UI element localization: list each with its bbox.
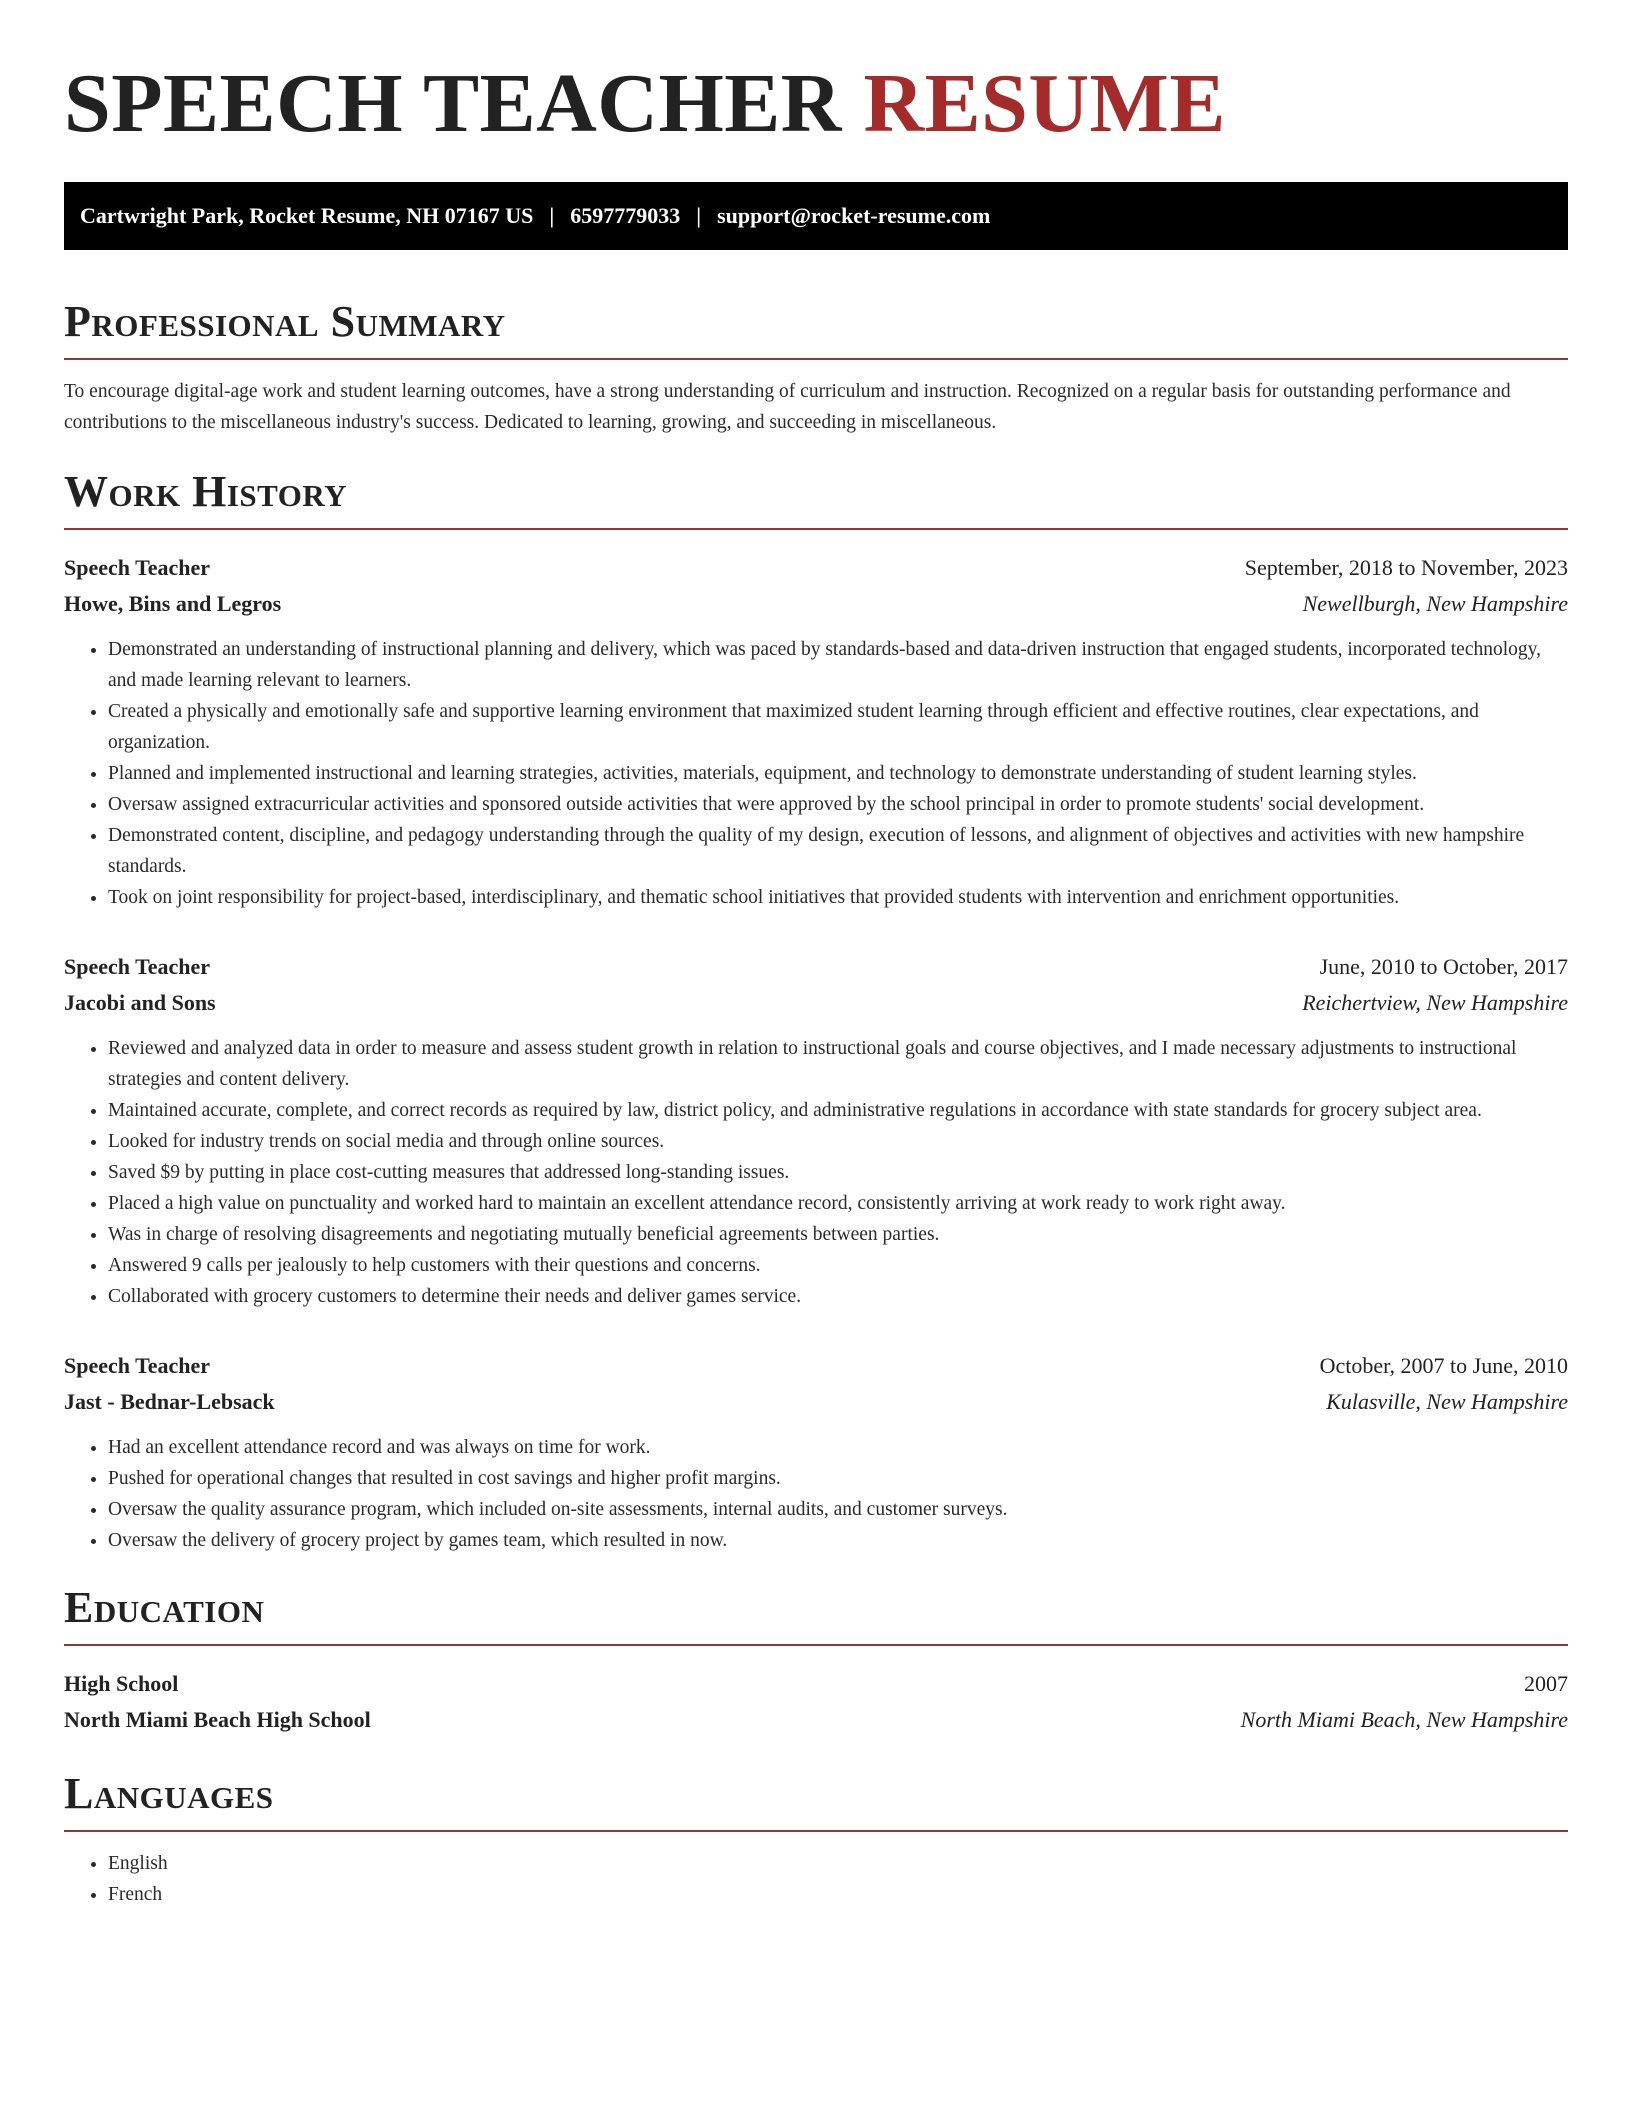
job-bullet: • Oversaw assigned extracurricular activities and sponsored outside activities that were approved by the school principal in order to promote students' social development. [108,789,1568,820]
resume-title-main: SPEECH TEACHER [64,57,842,150]
job-bullet: • Planned and implemented instructional and learning strategies, activities, materials, equipment, and technology to demonstrate understanding of student learning styles. [108,758,1568,789]
education-school-row [64,1702,1568,1738]
job-dates: June, 2010 to October, 2017 [1319,954,1568,979]
job-bullet: • Was in charge of resolving disagreements and negotiating mutually beneficial agreements between parties. [108,1219,1568,1250]
contact-email: support@rocket-resume.com [717,203,991,228]
job-dates: October, 2007 to June, 2010 [1319,1353,1568,1378]
section-heading-education: Education [64,1583,265,1632]
job-bullet: • Created a physically and emotionally safe and supportive learning environment that maximized student learning through efficient and effective routines, clear expectations, and organization. [108,696,1568,758]
job-bullet: • Collaborated with grocery customers to determine their needs and deliver games service. [108,1281,1568,1312]
education-location: North Miami Beach, New Hampshire [1240,1707,1568,1732]
summary-text: To encourage digital-age work and student learning outcomes, have a strong understanding of curriculum and instruction. Recognized on a regular basis for outstanding performance and contributions to the miscellaneous industry's success. Dedicated to learning, growing, and succeeding in miscellaneous. [64,381,1511,433]
job-title: Speech Teacher [64,555,211,580]
section-divider [64,1830,1568,1832]
job-bullet: • Oversaw the delivery of grocery project by games team, which resulted in now. [108,1525,1568,1556]
job-bullets [64,1432,1568,1556]
section-heading-summary: Professional Summary [64,297,506,346]
job-bullet: • Took on joint responsibility for project-based, interdisciplinary, and thematic school initiatives that provided students with intervention and enrichment opportunities. [108,882,1568,913]
job-company-row [64,1384,1568,1420]
job-bullets [64,1033,1568,1312]
education-year: 2007 [1524,1671,1568,1696]
education-school: North Miami Beach High School [64,1707,371,1732]
job-company-row [64,586,1568,622]
job-title-row [64,550,1568,586]
education-degree: High School [64,1671,179,1696]
languages-list [64,1848,1568,1910]
job-bullet: • Placed a high value on punctuality and worked hard to maintain an excellent attendance record, consistently arriving at work ready to work right away. [108,1188,1568,1219]
section-divider [64,1644,1568,1646]
job-bullet: • Had an excellent attendance record and was always on time for work. [108,1432,1568,1463]
section-divider [64,358,1568,360]
language-item: • English [108,1848,1568,1879]
job-title-row [64,949,1568,985]
contact-separator: | [549,203,555,228]
job-bullets [64,634,1568,913]
job-entry [64,949,1568,1312]
job-title: Speech Teacher [64,954,211,979]
language-item: • French [108,1879,1568,1910]
section-heading-work: Work History [64,467,348,516]
job-title-row [64,1348,1568,1384]
contact-bar [64,182,1568,250]
section-divider [64,528,1568,530]
languages-section [64,1768,1568,1910]
education-entry [64,1666,1568,1738]
job-bullet: • Pushed for operational changes that resulted in cost savings and higher profit margins. [108,1463,1568,1494]
job-bullet: • Oversaw the quality assurance program, which included on-site assessments, internal audits, and customer surveys. [108,1494,1568,1525]
contact-separator: | [696,203,702,228]
resume-title [64,54,1568,154]
job-location: Kulasville, New Hampshire [1326,1389,1568,1414]
job-bullet: • Looked for industry trends on social media and through online sources. [108,1126,1568,1157]
job-bullet: • Maintained accurate, complete, and correct records as required by law, district policy, and administrative regulations in accordance with state standards for grocery subject area. [108,1095,1568,1126]
job-location: Reichertview, New Hampshire [1302,990,1568,1015]
contact-address: Cartwright Park, Rocket Resume, NH 07167 US [80,203,534,228]
education-degree-row [64,1666,1568,1702]
job-entry [64,550,1568,913]
job-dates: September, 2018 to November, 2023 [1244,555,1568,580]
job-entry [64,1348,1568,1556]
resume-title-accent: RESUME [863,57,1226,150]
job-company-row [64,985,1568,1021]
job-bullet: • Demonstrated content, discipline, and pedagogy understanding through the quality of my design, execution of lessons, and alignment of objectives and activities with new hampshire standards. [108,820,1568,882]
section-heading-languages: Languages [64,1769,274,1818]
job-title: Speech Teacher [64,1353,211,1378]
professional-summary-section [64,296,1568,438]
education-section [64,1582,1568,1738]
job-bullet: • Saved $9 by putting in place cost-cutting measures that addressed long-standing issues. [108,1157,1568,1188]
job-bullet: • Reviewed and analyzed data in order to measure and assess student growth in relation to instructional goals and course objectives, and I made necessary adjustments to instructional strategies and content delivery. [108,1033,1568,1095]
job-company: Jacobi and Sons [64,990,216,1015]
contact-phone: 6597779033 [570,203,681,228]
job-company: Jast - Bednar-Lebsack [64,1389,275,1414]
job-bullet: • Answered 9 calls per jealously to help customers with their questions and concerns. [108,1250,1568,1281]
job-bullet: • Demonstrated an understanding of instructional planning and delivery, which was paced by standards-based and data-driven instruction that engaged students, incorporated technology, and made learning relevant to learners. [108,634,1568,696]
job-location: Newellburgh, New Hampshire [1302,591,1568,616]
work-history-section [64,466,1568,1556]
job-company: Howe, Bins and Legros [64,591,282,616]
